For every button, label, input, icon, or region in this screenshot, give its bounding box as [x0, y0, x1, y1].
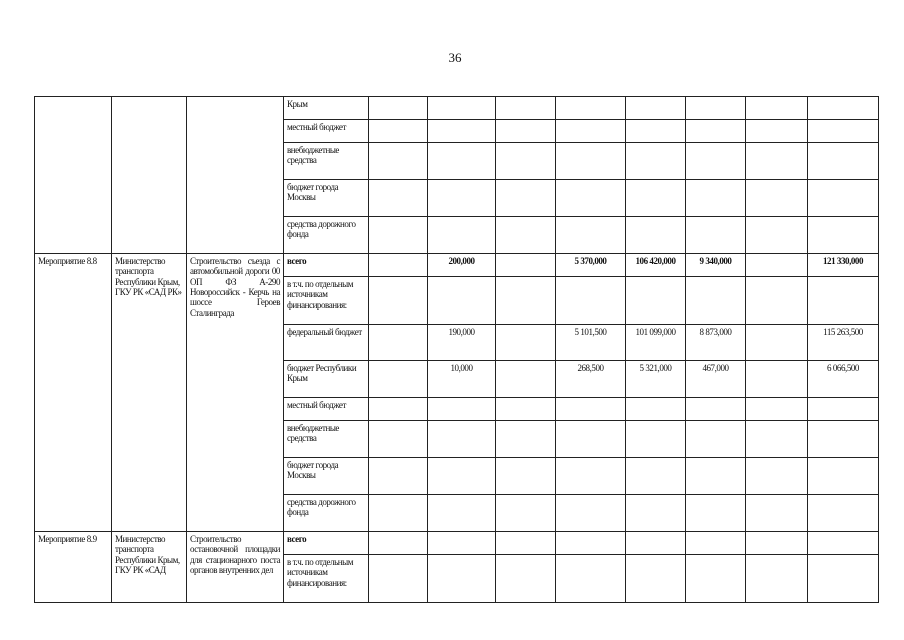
- description-cell: Строительство съезда с автомобильной дороги 00 ОП ФЗ А-290 Новороссийск - Керчь на шоссе Героев Сталинграда: [187, 254, 284, 532]
- value-cell: [626, 277, 686, 325]
- value-cell: [686, 277, 746, 325]
- value-cell: 101 099,000: [626, 325, 686, 361]
- value-cell: [686, 180, 746, 217]
- value-cell: [808, 421, 879, 458]
- value-cell: [369, 532, 428, 555]
- value-cell: [808, 555, 879, 603]
- value-cell: [369, 325, 428, 361]
- table-body: [35, 97, 879, 603]
- source-cell: всего: [284, 532, 369, 555]
- source-cell: федеральный бюджет: [284, 325, 369, 361]
- value-cell: [369, 398, 428, 421]
- value-cell: [369, 120, 428, 143]
- value-cell: [808, 277, 879, 325]
- value-cell: [808, 495, 879, 532]
- value-cell: 6 066,500: [808, 361, 879, 398]
- value-cell: [626, 555, 686, 603]
- page-number: 36: [448, 50, 462, 65]
- value-cell: 106 420,000: [626, 254, 686, 277]
- value-cell: 9 340,000: [686, 254, 746, 277]
- value-cell: [746, 458, 808, 495]
- value-cell: [428, 97, 496, 120]
- value-cell: [556, 143, 626, 180]
- value-cell: 8 873,000: [686, 325, 746, 361]
- source-cell: средства дорожного фонда: [284, 495, 369, 532]
- value-cell: [808, 143, 879, 180]
- source-cell: Крым: [284, 97, 369, 120]
- executor-cell: Министерство транспорта Республики Крым, ГКУ РК «САД: [112, 532, 187, 603]
- description-cell: [187, 97, 284, 254]
- executor-cell: [112, 97, 187, 254]
- value-cell: [626, 120, 686, 143]
- value-cell: [746, 217, 808, 254]
- value-cell: [746, 398, 808, 421]
- value-cell: [808, 180, 879, 217]
- value-cell: 115 263,500: [808, 325, 879, 361]
- value-cell: [428, 120, 496, 143]
- value-cell: [496, 458, 556, 495]
- value-cell: [556, 277, 626, 325]
- value-cell: [556, 120, 626, 143]
- source-cell: бюджет города Москвы: [284, 458, 369, 495]
- value-cell: [556, 555, 626, 603]
- value-cell: [746, 532, 808, 555]
- value-cell: 10,000: [428, 361, 496, 398]
- value-cell: [686, 532, 746, 555]
- value-cell: [369, 361, 428, 398]
- measure-cell: Мероприятие 8.9: [35, 532, 112, 603]
- value-cell: [746, 254, 808, 277]
- value-cell: [746, 143, 808, 180]
- value-cell: [626, 532, 686, 555]
- value-cell: [496, 277, 556, 325]
- value-cell: [626, 97, 686, 120]
- value-cell: [686, 421, 746, 458]
- value-cell: [496, 97, 556, 120]
- value-cell: [496, 143, 556, 180]
- source-cell: бюджет Республики Крым: [284, 361, 369, 398]
- value-cell: [808, 97, 879, 120]
- table-row: [35, 97, 879, 120]
- value-cell: 268,500: [556, 361, 626, 398]
- value-cell: [626, 180, 686, 217]
- value-cell: [686, 97, 746, 120]
- source-cell: местный бюджет: [284, 398, 369, 421]
- value-cell: [686, 398, 746, 421]
- value-cell: 467,000: [686, 361, 746, 398]
- source-cell: в т.ч. по отдельным источникам финансирования:: [284, 555, 369, 603]
- value-cell: [626, 495, 686, 532]
- value-cell: [808, 458, 879, 495]
- value-cell: [369, 495, 428, 532]
- value-cell: [808, 532, 879, 555]
- value-cell: [556, 217, 626, 254]
- value-cell: [369, 217, 428, 254]
- value-cell: [626, 421, 686, 458]
- value-cell: [686, 120, 746, 143]
- source-cell: всего: [284, 254, 369, 277]
- value-cell: [496, 555, 556, 603]
- measure-cell: Мероприятие 8.8: [35, 254, 112, 532]
- value-cell: [746, 277, 808, 325]
- value-cell: [428, 143, 496, 180]
- value-cell: [626, 458, 686, 495]
- table-row: [35, 532, 879, 555]
- value-cell: 5 321,000: [626, 361, 686, 398]
- value-cell: [746, 421, 808, 458]
- value-cell: [746, 97, 808, 120]
- value-cell: [428, 555, 496, 603]
- value-cell: [556, 458, 626, 495]
- value-cell: [686, 555, 746, 603]
- description-cell: Строительство остановочной площадки для стационарного поста органов внутренних дел: [187, 532, 284, 603]
- value-cell: [746, 180, 808, 217]
- source-cell: в т.ч. по отдельным источникам финансирования:: [284, 277, 369, 325]
- value-cell: [369, 277, 428, 325]
- value-cell: [496, 495, 556, 532]
- value-cell: [686, 143, 746, 180]
- source-cell: местный бюджет: [284, 120, 369, 143]
- source-cell: внебюджетные средства: [284, 421, 369, 458]
- value-cell: [496, 180, 556, 217]
- value-cell: [369, 458, 428, 495]
- value-cell: [369, 421, 428, 458]
- executor-cell: Министерство транспорта Республики Крым, ГКУ РК «САД РК»: [112, 254, 187, 532]
- value-cell: [428, 217, 496, 254]
- value-cell: [556, 495, 626, 532]
- value-cell: [428, 532, 496, 555]
- value-cell: [686, 495, 746, 532]
- value-cell: [556, 180, 626, 217]
- measure-cell: [35, 97, 112, 254]
- value-cell: 121 330,000: [808, 254, 879, 277]
- value-cell: [428, 458, 496, 495]
- value-cell: [496, 421, 556, 458]
- value-cell: [556, 421, 626, 458]
- value-cell: [369, 555, 428, 603]
- value-cell: [496, 217, 556, 254]
- value-cell: [428, 277, 496, 325]
- value-cell: [369, 254, 428, 277]
- value-cell: [369, 143, 428, 180]
- value-cell: [746, 361, 808, 398]
- value-cell: [556, 532, 626, 555]
- value-cell: [808, 217, 879, 254]
- value-cell: [428, 495, 496, 532]
- value-cell: [626, 398, 686, 421]
- value-cell: [428, 180, 496, 217]
- financing-table: [34, 96, 879, 603]
- value-cell: [496, 361, 556, 398]
- value-cell: [556, 97, 626, 120]
- value-cell: [428, 421, 496, 458]
- value-cell: [686, 458, 746, 495]
- value-cell: [626, 143, 686, 180]
- table-row: [35, 254, 879, 277]
- value-cell: [746, 495, 808, 532]
- value-cell: [496, 398, 556, 421]
- value-cell: [556, 398, 626, 421]
- value-cell: [369, 97, 428, 120]
- source-cell: средства дорожного фонда: [284, 217, 369, 254]
- value-cell: [428, 398, 496, 421]
- value-cell: [746, 325, 808, 361]
- value-cell: [496, 254, 556, 277]
- value-cell: [369, 180, 428, 217]
- source-cell: бюджет города Москвы: [284, 180, 369, 217]
- value-cell: [686, 217, 746, 254]
- value-cell: 5 370,000: [556, 254, 626, 277]
- value-cell: 5 101,500: [556, 325, 626, 361]
- value-cell: [746, 555, 808, 603]
- value-cell: 190,000: [428, 325, 496, 361]
- value-cell: 200,000: [428, 254, 496, 277]
- value-cell: [808, 120, 879, 143]
- value-cell: [808, 398, 879, 421]
- value-cell: [496, 532, 556, 555]
- source-cell: внебюджетные средства: [284, 143, 369, 180]
- value-cell: [626, 217, 686, 254]
- value-cell: [496, 120, 556, 143]
- value-cell: [496, 325, 556, 361]
- value-cell: [746, 120, 808, 143]
